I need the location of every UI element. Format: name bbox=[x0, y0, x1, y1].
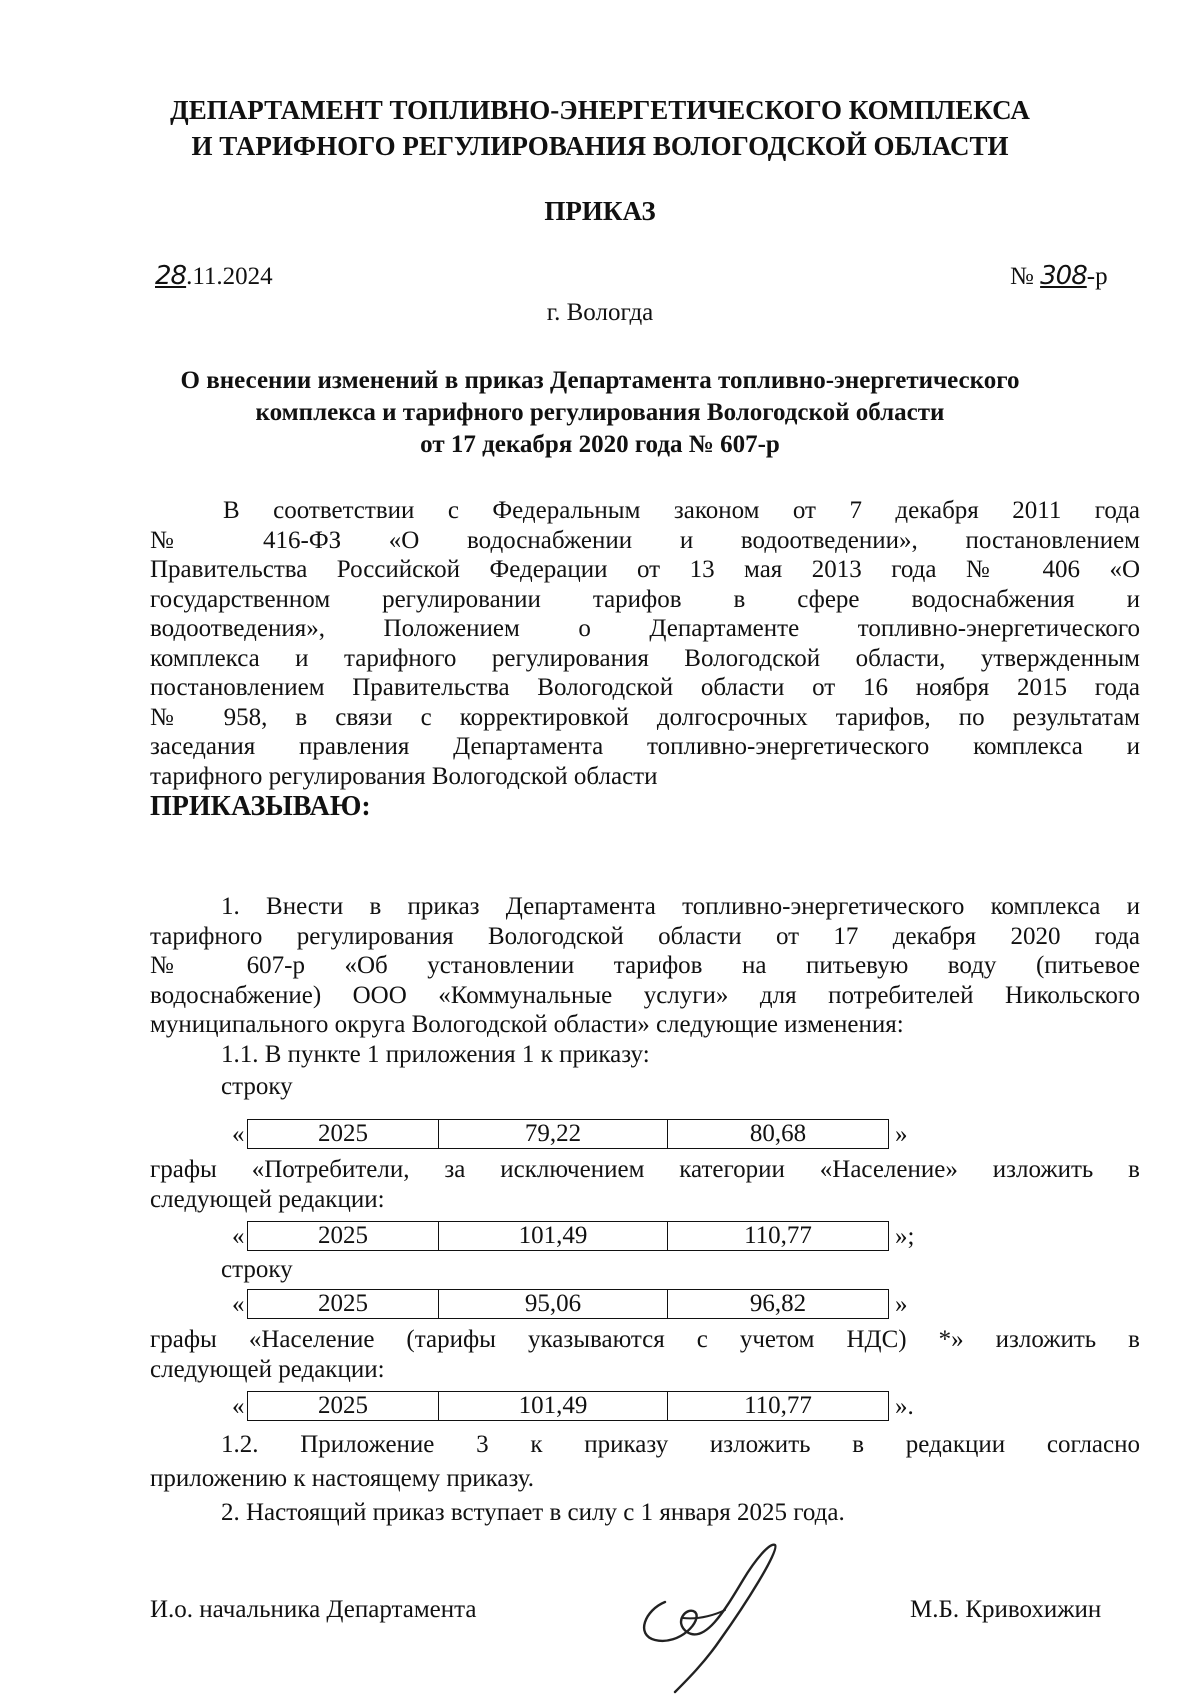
tariff-table-1 bbox=[247, 1119, 889, 1149]
subject-line-1: О внесении изменений в приказ Департамента топливно-энергетического bbox=[180, 367, 1020, 394]
table-3-year: 2025 bbox=[248, 1290, 439, 1319]
table-4-open-quote: « bbox=[232, 1393, 245, 1420]
table-4-value-1: 101,49 bbox=[439, 1392, 668, 1421]
signatory-position: И.о. начальника Департамента bbox=[150, 1596, 477, 1623]
item1-line-1: 1. Внести в приказ Департамента топливно-энергетического комплекса и bbox=[221, 893, 1140, 920]
preamble-line-6: комплекса и тарифного регулирования Вологодской области, утвержденным bbox=[150, 645, 1140, 672]
handwritten-signature-icon bbox=[625, 1540, 795, 1695]
table-row bbox=[248, 1290, 889, 1319]
table-4-close-quote: ». bbox=[895, 1393, 914, 1420]
order-word: ПРИКАЗЫВАЮ: bbox=[150, 791, 371, 822]
date-day-handwritten: 28 bbox=[155, 261, 187, 291]
item1-line-3: № 607-р «Об установлении тарифов на питьевую воду (питьевое bbox=[150, 952, 1140, 979]
item1-line-4: водоснабжение) ООО «Коммунальные услуги» для потребителей Никольского bbox=[150, 982, 1140, 1009]
graf1-line-2: следующей редакции: bbox=[150, 1186, 385, 1213]
table-1-value-2: 80,68 bbox=[668, 1120, 889, 1149]
date-month-year: .11.2024 bbox=[186, 263, 273, 290]
signatory-name: М.Б. Кривохижин bbox=[910, 1596, 1102, 1623]
table-row bbox=[248, 1120, 889, 1149]
item1-line-2: тарифного регулирования Вологодской области от 17 декабря 2020 года bbox=[150, 923, 1140, 950]
preamble-line-5: водоотведения», Положением о Департаменте топливно-энергетического bbox=[150, 615, 1140, 642]
department-title-line-2: И ТАРИФНОГО РЕГУЛИРОВАНИЯ ВОЛОГОДСКОЙ ОБЛАСТИ bbox=[191, 131, 1009, 161]
department-title-line-1: ДЕПАРТАМЕНТ ТОПЛИВНО-ЭНЕРГЕТИЧЕСКОГО КОМПЛЕКСА bbox=[170, 95, 1030, 125]
document-type: ПРИКАЗ bbox=[544, 196, 656, 226]
graf2-line-1: графы «Население (тарифы указываются с учетом НДС) *» изложить в bbox=[150, 1326, 1140, 1353]
table-3-value-1: 95,06 bbox=[439, 1290, 668, 1319]
tariff-table-2 bbox=[247, 1221, 889, 1251]
table-3-value-2: 96,82 bbox=[668, 1290, 889, 1319]
table-2-open-quote: « bbox=[232, 1223, 245, 1250]
graf1-line-1: графы «Потребители, за исключением категории «Население» изложить в bbox=[150, 1156, 1140, 1183]
item2: 2. Настоящий приказ вступает в силу с 1 января 2025 года. bbox=[221, 1499, 845, 1526]
word-row-2: строку bbox=[221, 1256, 293, 1283]
tariff-table-4 bbox=[247, 1391, 889, 1421]
table-row bbox=[248, 1222, 889, 1251]
number-handwritten: 308 bbox=[1040, 261, 1087, 291]
subject-line-3: от 17 декабря 2020 года № 607-р bbox=[420, 431, 780, 458]
preamble-line-7: постановлением Правительства Вологодской области от 16 ноября 2015 года bbox=[150, 674, 1140, 701]
subject-line-2: комплекса и тарифного регулирования Вологодской области bbox=[255, 399, 945, 426]
item1-2-line-1: 1.2. Приложение 3 к приказу изложить в редакции согласно bbox=[221, 1431, 1140, 1458]
preamble-line-4: государственном регулировании тарифов в сфере водоснабжения и bbox=[150, 586, 1140, 613]
table-2-value-1: 101,49 bbox=[439, 1222, 668, 1251]
document-date bbox=[155, 262, 273, 291]
number-prefix: № bbox=[1010, 263, 1034, 290]
table-1-value-1: 79,22 bbox=[439, 1120, 668, 1149]
graf2-line-2: следующей редакции: bbox=[150, 1356, 385, 1383]
preamble-line-10: тарифного регулирования Вологодской области bbox=[150, 763, 658, 790]
preamble-line-8: № 958, в связи с корректировкой долгосрочных тарифов, по результатам bbox=[150, 704, 1140, 731]
number-suffix: -р bbox=[1086, 263, 1108, 290]
preamble-line-3: Правительства Российской Федерации от 13 мая 2013 года № 406 «О bbox=[150, 556, 1140, 583]
tariff-table-3 bbox=[247, 1289, 889, 1319]
preamble-line-2: № 416-ФЗ «О водоснабжении и водоотведении», постановлением bbox=[150, 527, 1140, 554]
table-2-value-2: 110,77 bbox=[668, 1222, 889, 1251]
document-number bbox=[1010, 262, 1108, 291]
word-row-1: строку bbox=[221, 1073, 293, 1100]
table-3-close-quote: » bbox=[895, 1291, 908, 1318]
preamble-line-9: заседания правления Департамента топливно-энергетического комплекса и bbox=[150, 733, 1140, 760]
table-2-close-quote: »; bbox=[895, 1223, 915, 1250]
table-4-value-2: 110,77 bbox=[668, 1392, 889, 1421]
item1-2-line-2: приложению к настоящему приказу. bbox=[150, 1465, 535, 1492]
table-4-year: 2025 bbox=[248, 1392, 439, 1421]
table-1-year: 2025 bbox=[248, 1120, 439, 1149]
preamble-line-1: В соответствии с Федеральным законом от 7 декабря 2011 года bbox=[223, 497, 1140, 524]
item1-1: 1.1. В пункте 1 приложения 1 к приказу: bbox=[221, 1041, 650, 1068]
table-2-year: 2025 bbox=[248, 1222, 439, 1251]
table-row bbox=[248, 1392, 889, 1421]
item1-line-5: муниципального округа Вологодской области» следующие изменения: bbox=[150, 1011, 904, 1038]
city: г. Вологда bbox=[546, 299, 654, 326]
table-1-open-quote: « bbox=[232, 1121, 245, 1148]
table-1-close-quote: » bbox=[895, 1121, 908, 1148]
table-3-open-quote: « bbox=[232, 1291, 245, 1318]
